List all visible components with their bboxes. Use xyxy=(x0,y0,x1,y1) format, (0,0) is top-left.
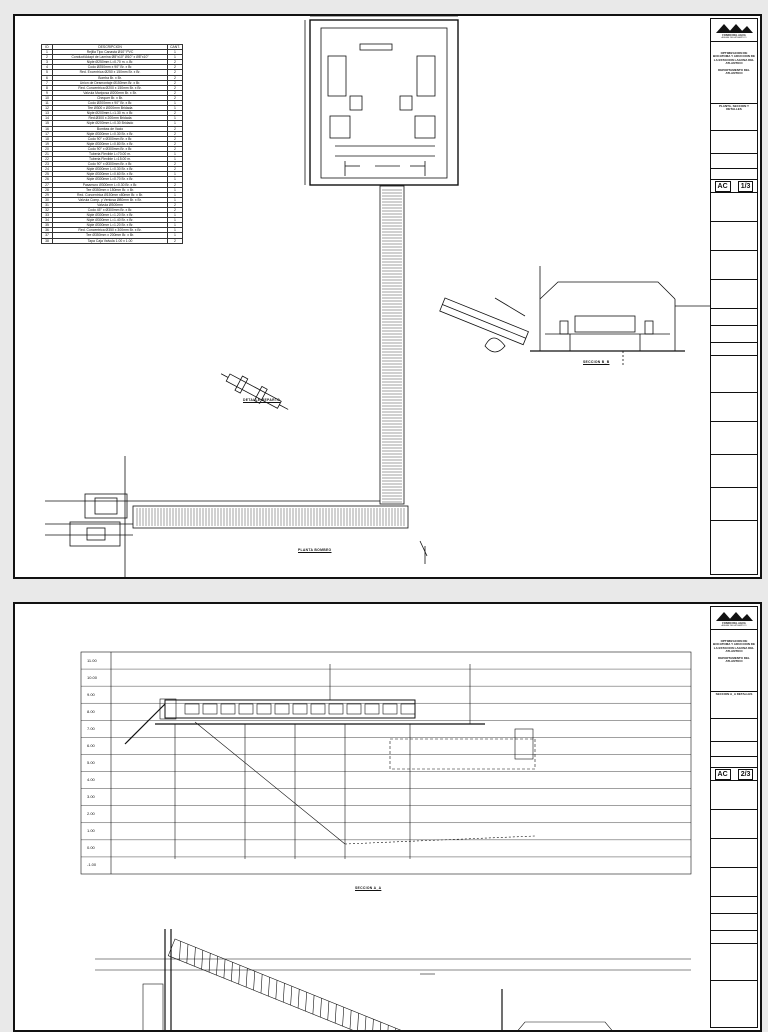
blank-cell-4 xyxy=(711,914,757,931)
row-id: 25 xyxy=(42,172,53,177)
row-id: 31 xyxy=(42,202,53,207)
blank-cell-3 xyxy=(711,897,757,914)
row-description: Bomba Br. x Br. xyxy=(53,75,168,80)
row-id: 7 xyxy=(42,80,53,85)
header-id: ID xyxy=(42,45,53,50)
project-name: OPTIMIZACION DE BOCATOMA Y ADUCCION DE LA ESTACION LAGUNA DEL ATLANTICO DEPARTAMENTO DEL ATLANTICO xyxy=(711,42,757,104)
sheet-index-2: 2/3 xyxy=(738,769,754,780)
design-cell-2 xyxy=(711,781,757,810)
level-label: 5.00 xyxy=(87,760,95,765)
row-description: Niple Ø200mm L=0.30 Bridado xyxy=(53,121,168,126)
row-id: 27 xyxy=(42,182,53,187)
review-cell xyxy=(711,251,757,280)
row-quantity: 1 xyxy=(168,151,183,156)
row-description: Codo Ø200mm x 90° Br. x Br. xyxy=(53,101,168,106)
level-label: -1.00 xyxy=(87,862,97,868)
row-id: 24 xyxy=(42,167,53,172)
design-cell xyxy=(711,193,757,222)
sheet-number-2 xyxy=(711,768,757,781)
level-label: 1.00 xyxy=(87,828,95,834)
row-description: Valvula Mariposa Ø200mm Br. x Br. xyxy=(53,90,168,95)
project-name-2: OPTIMIZACION DE BOCATOMA Y ADUCCION DE LA ESTACION LAGUNA DEL ATLANTICO DEPARTAMENTO DEL ATLANTICO xyxy=(711,630,757,692)
row-id: 23 xyxy=(42,162,53,167)
sheet-code-2: AC xyxy=(715,769,731,780)
section-aa-label: SECCION A_A xyxy=(355,886,382,890)
row-description: Niple Ø250mm L=0.70 m. c.Br. xyxy=(53,60,168,65)
sheet-number xyxy=(711,180,757,193)
row-quantity: 2 xyxy=(168,238,183,243)
level-label: 2.00 xyxy=(87,811,95,817)
row-quantity: 1 xyxy=(168,157,183,162)
row-description: Niple Ø300mm L=1.40 Br. x Br. xyxy=(53,218,168,223)
drawing-sheet-1 xyxy=(13,14,762,579)
row-quantity: 2 xyxy=(168,70,183,75)
date-cell xyxy=(711,169,757,180)
row-description: Codo 90° x Ø300mm Br. x Br. xyxy=(53,162,168,167)
row-quantity: 2 xyxy=(168,208,183,213)
row-id: 11 xyxy=(42,101,53,106)
drawing-sheet-2 xyxy=(13,602,762,1032)
date-cell-2 xyxy=(711,757,757,768)
row-quantity: 1 xyxy=(168,228,183,233)
row-id: 32 xyxy=(42,208,53,213)
level-label: 3.00 xyxy=(87,794,95,800)
section-bb-label: SECCION B_B xyxy=(583,360,610,364)
row-id: 2 xyxy=(42,55,53,60)
row-description: Niple Ø300mm L=0.80 Br. x Br. xyxy=(53,141,168,146)
title-block-2 xyxy=(710,606,758,1028)
revision-cell xyxy=(711,393,757,422)
row-id: 1 xyxy=(42,50,53,55)
row-id: 12 xyxy=(42,106,53,111)
row-id: 18 xyxy=(42,136,53,141)
row-quantity: 1 xyxy=(168,192,183,197)
approval-cell-2 xyxy=(711,868,757,897)
row-id: 17 xyxy=(42,131,53,136)
level-label: 7.00 xyxy=(87,725,95,731)
row-description: Red. Concentrica Ø350 x 300mm Br. x Br. xyxy=(53,228,168,233)
row-id: 34 xyxy=(42,218,53,223)
row-id: 5 xyxy=(42,70,53,75)
row-description: Niple Ø300mm L=1.20 Br. x Br. xyxy=(53,223,168,228)
row-id: 13 xyxy=(42,111,53,116)
review-cell-2 xyxy=(711,839,757,868)
row-id: 19 xyxy=(42,141,53,146)
calc-cell xyxy=(711,222,757,251)
row-id: 15 xyxy=(42,121,53,126)
revision-cell-2 xyxy=(711,422,757,455)
row-id: 38 xyxy=(42,238,53,243)
row-description: Niple Ø300mm L=0.30 Br. x Br. xyxy=(53,167,168,172)
row-id: 29 xyxy=(42,192,53,197)
row-id: 22 xyxy=(42,157,53,162)
notes-cell xyxy=(711,356,757,393)
row-quantity: 2 xyxy=(168,60,183,65)
row-id: 14 xyxy=(42,116,53,121)
row-quantity: 2 xyxy=(168,65,183,70)
row-description: Red. Excentrica Ø250 x 150mm Br. x Br. xyxy=(53,70,168,75)
row-description: Tuberia Flexible L=15.00 m. xyxy=(53,157,168,162)
row-id: 3 xyxy=(42,60,53,65)
blank-cell-1 xyxy=(711,309,757,326)
row-quantity: 1 xyxy=(168,106,183,111)
row-description: Red. Concentrica Ø150mm x80mm Br. x Br. xyxy=(53,192,168,197)
row-description: Niple Ø300mm L=0.70 Br. x Br. xyxy=(53,177,168,182)
row-description: Tee Ø350mm x 200mm Br. x Br. xyxy=(53,233,168,238)
revision-cell-4 xyxy=(711,488,757,521)
row-quantity: 2 xyxy=(168,131,183,136)
row-id: 9 xyxy=(42,90,53,95)
row-description: Chequer Br. x Br. xyxy=(53,95,168,100)
row-description: Niple Ø300mm L=1.20 Br. x Br. xyxy=(53,213,168,218)
row-quantity: 2 xyxy=(168,136,183,141)
row-quantity: 1 xyxy=(168,177,183,182)
row-quantity: 2 xyxy=(168,90,183,95)
row-quantity: 2 xyxy=(168,126,183,131)
row-id: 16 xyxy=(42,126,53,131)
level-label: 11.00 xyxy=(87,657,97,663)
level-label: 10.00 xyxy=(87,674,98,680)
row-quantity: 1 xyxy=(168,55,183,60)
level-label: 0.00 xyxy=(87,845,95,851)
row-description: Niple Ø300mm L=0.60 Br. x Br. xyxy=(53,172,168,177)
plan-title: PLANTA, SECCION Y DETALLES xyxy=(711,104,757,131)
plan-title-2: SECCION A_A DETALLES xyxy=(711,692,757,719)
row-description: Valvula Comp. y Ventosa Ø80mm Br. x Br. xyxy=(53,197,168,202)
sheet-code: AC xyxy=(715,181,731,192)
row-description: Red.Ø300 x 200mm Bridada xyxy=(53,116,168,121)
row-description: Codo 90° x Ø300mm Br. x Br. xyxy=(53,136,168,141)
row-quantity: 1 xyxy=(168,50,183,55)
row-quantity: 1 xyxy=(168,233,183,238)
logo-2 xyxy=(711,607,757,630)
row-quantity: 1 xyxy=(168,213,183,218)
row-description: Codo 45° x Ø300mm Br. x Br. xyxy=(53,208,168,213)
level-label: 6.00 xyxy=(87,742,95,748)
row-description: Niple Ø200mm L=1.30 m. x Br. xyxy=(53,111,168,116)
row-description: Niple Ø300mm L=0.30 Br. x Br. xyxy=(53,131,168,136)
level-label: 4.00 xyxy=(87,777,95,783)
owner-cell-2 xyxy=(711,719,757,742)
title-block-1 xyxy=(710,18,758,575)
calc-cell-2 xyxy=(711,810,757,839)
row-description: Codo Ø250mm x 90° Br. x Br. xyxy=(53,65,168,70)
row-id: 26 xyxy=(42,177,53,182)
row-description: Codo 90° x Ø300mm Br. x Br. xyxy=(53,146,168,151)
row-quantity: 1 xyxy=(168,121,183,126)
logo-icon-2 xyxy=(714,610,754,622)
row-quantity: 2 xyxy=(168,111,183,116)
logo-subtext-2: AGUAS DEL ATLANTICO xyxy=(721,624,747,627)
row-quantity: 2 xyxy=(168,146,183,151)
row-description: Rejilla Tipo Canasta Ø10" PVC xyxy=(53,50,168,55)
row-description: Pasamuro Ø300mm L=0.30 Br. x Br. xyxy=(53,182,168,187)
logo-text: FONDO DEL AGUA xyxy=(722,33,746,37)
level-label: 8.00 xyxy=(87,708,95,714)
row-id: 4 xyxy=(42,65,53,70)
row-quantity: 1 xyxy=(168,187,183,192)
row-description: Conduct/Adapt de Lamina Ø8"x10" Ø10" x Ø8"x10" xyxy=(53,55,168,60)
row-quantity: 1 xyxy=(168,223,183,228)
level-label: 9.00 xyxy=(87,691,95,697)
plan-drawing xyxy=(15,16,762,579)
logo-text-2: FONDO DEL AGUA xyxy=(722,621,746,625)
scale-cell xyxy=(711,343,757,356)
approval-cell xyxy=(711,280,757,309)
row-id: 10 xyxy=(42,95,53,100)
row-description: Valvula Ø300mm xyxy=(53,202,168,207)
row-id: 33 xyxy=(42,213,53,218)
scale-cell-2 xyxy=(711,931,757,944)
row-quantity: 2 xyxy=(168,202,183,207)
row-quantity: 2 xyxy=(168,80,183,85)
row-quantity: 1 xyxy=(168,101,183,106)
drawn-by-cell-2 xyxy=(711,742,757,757)
row-id: 35 xyxy=(42,223,53,228)
row-description: Tuberia Flexible L=70.00 m. xyxy=(53,151,168,156)
row-quantity: 2 xyxy=(168,167,183,172)
detail-label: DETALLE REPARTO xyxy=(243,398,281,402)
logo-icon xyxy=(714,22,754,34)
drawn-by-cell xyxy=(711,154,757,169)
row-quantity: 1 xyxy=(168,218,183,223)
row-quantity: 2 xyxy=(168,95,183,100)
notes-cell-2 xyxy=(711,944,757,981)
logo-subtext: AGUAS DEL ATLANTICO xyxy=(721,36,747,39)
row-description: Tee Ø300 x Ø200mm Bridada xyxy=(53,106,168,111)
row-id: 20 xyxy=(42,146,53,151)
row-description: Tapa Caja Valvula 1.00 x 1.00 xyxy=(53,238,168,243)
row-id: 28 xyxy=(42,187,53,192)
header-quantity: CANT. xyxy=(168,45,183,50)
row-quantity: 2 xyxy=(168,182,183,187)
row-id: 8 xyxy=(42,85,53,90)
sheet-index: 1/3 xyxy=(738,181,754,192)
row-quantity: 2 xyxy=(168,85,183,90)
row-id: 36 xyxy=(42,228,53,233)
row-id: 37 xyxy=(42,233,53,238)
row-id: 6 xyxy=(42,75,53,80)
row-quantity: 2 xyxy=(168,75,183,80)
row-quantity: 1 xyxy=(168,116,183,121)
row-quantity: 1 xyxy=(168,197,183,202)
plan-label: PLANTA BOMBEO xyxy=(298,548,332,552)
logo xyxy=(711,19,757,42)
row-quantity: 2 xyxy=(168,141,183,146)
blank-cell-2 xyxy=(711,326,757,343)
section-drawing xyxy=(15,604,762,1032)
row-id: 30 xyxy=(42,197,53,202)
row-quantity: 2 xyxy=(168,162,183,167)
owner-cell xyxy=(711,131,757,154)
row-description: Union de Desmontaje Ø150mm Br. x Br. xyxy=(53,80,168,85)
revision-cell-3 xyxy=(711,455,757,488)
row-description: Bombas de Vacio xyxy=(53,126,168,131)
row-description: Tee Ø350mm x 150mm Br. x Br. xyxy=(53,187,168,192)
row-quantity: 1 xyxy=(168,172,183,177)
row-description: Red. Concentrica Ø200 x 150mm Br. x Br. xyxy=(53,85,168,90)
row-id: 21 xyxy=(42,151,53,156)
header-description: DESCRIPCION xyxy=(53,45,168,50)
